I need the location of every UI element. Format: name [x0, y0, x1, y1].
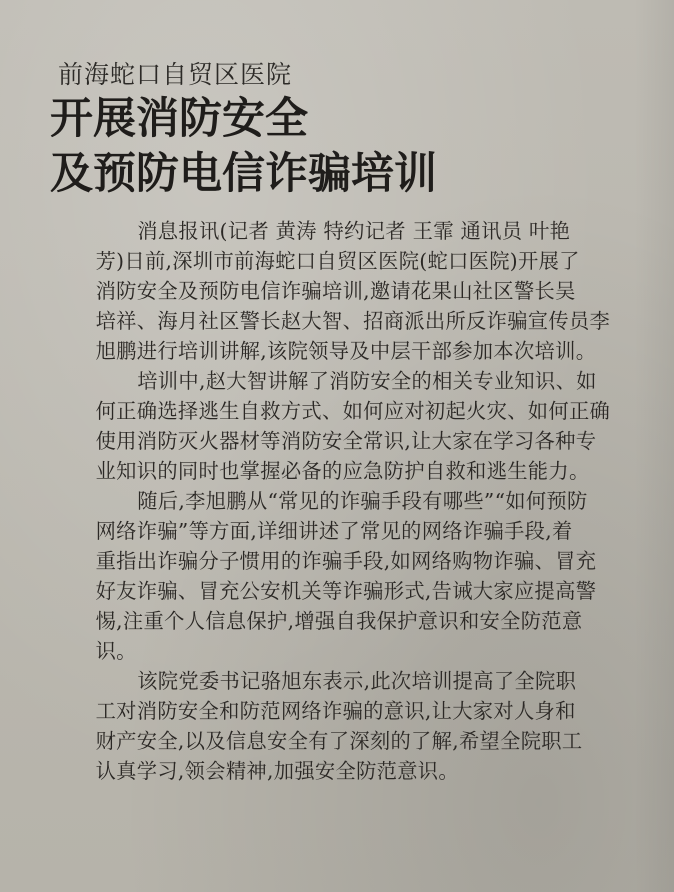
- paragraph-line: 业知识的同时也掌握必备的应急防护自救和逃生能力。: [95, 459, 590, 483]
- paragraph-line: 重指出诈骗分子惯用的诈骗手段,如网络购物诈骗、冒充: [95, 549, 597, 573]
- paragraph-line: 消防安全及预防电信诈骗培训,邀请花果山社区警长吴: [95, 279, 576, 303]
- paragraph-4: [55, 666, 645, 786]
- paragraph-2: [55, 366, 645, 486]
- headline-line-1: 开展消防安全: [50, 94, 308, 144]
- headline-line-2: 及预防电信诈骗培训: [50, 149, 437, 199]
- paragraph-line: 培训中,赵大智讲解了消防安全的相关专业知识、如: [137, 369, 597, 393]
- page-shadow: [634, 0, 674, 892]
- paragraph-line: 旭鹏进行培训讲解,该院领导及中层干部参加本次培训。: [95, 339, 597, 363]
- paragraph-line: 识。: [95, 639, 137, 663]
- paragraph-1: [55, 216, 645, 366]
- paragraph-line: 惕,注重个人信息保护,增强自我保护意识和安全防范意: [95, 609, 583, 633]
- paragraph-line: 好友诈骗、冒充公安机关等诈骗形式,告诫大家应提高警: [95, 579, 597, 603]
- article-body: [55, 216, 645, 786]
- paragraph-line: 认真学习,领会精神,加强安全防范意识。: [95, 759, 459, 783]
- paragraph-line: 网络诈骗”等方面,详细讲述了常见的网络诈骗手段,着: [95, 519, 573, 543]
- paragraph-line: 何正确选择逃生自救方式、如何应对初起火灾、如何正确: [95, 399, 611, 423]
- paragraph-line: 培祥、海月社区警长赵大智、招商派出所反诈骗宣传员李: [95, 309, 611, 333]
- paragraph-line: 消息报讯(记者 黄涛 特约记者 王霏 通讯员 叶艳: [137, 219, 571, 243]
- paragraph-3: [55, 486, 645, 666]
- paragraph-line: 芳)日前,深圳市前海蛇口自贸区医院(蛇口医院)开展了: [95, 249, 580, 273]
- paragraph-line: 随后,李旭鹏从“常见的诈骗手段有哪些”“如何预防: [137, 489, 588, 513]
- paragraph-line: 该院党委书记骆旭东表示,此次培训提高了全院职: [137, 669, 577, 693]
- article-kicker: 前海蛇口自贸区医院: [58, 60, 293, 89]
- paragraph-line: 财产安全,以及信息安全有了深刻的了解,希望全院职工: [95, 729, 583, 753]
- paragraph-line: 使用消防灭火器材等消防安全常识,让大家在学习各种专: [95, 429, 597, 453]
- paragraph-line: 工对消防安全和防范网络诈骗的意识,让大家对人身和: [95, 699, 576, 723]
- article-headline: [50, 92, 437, 202]
